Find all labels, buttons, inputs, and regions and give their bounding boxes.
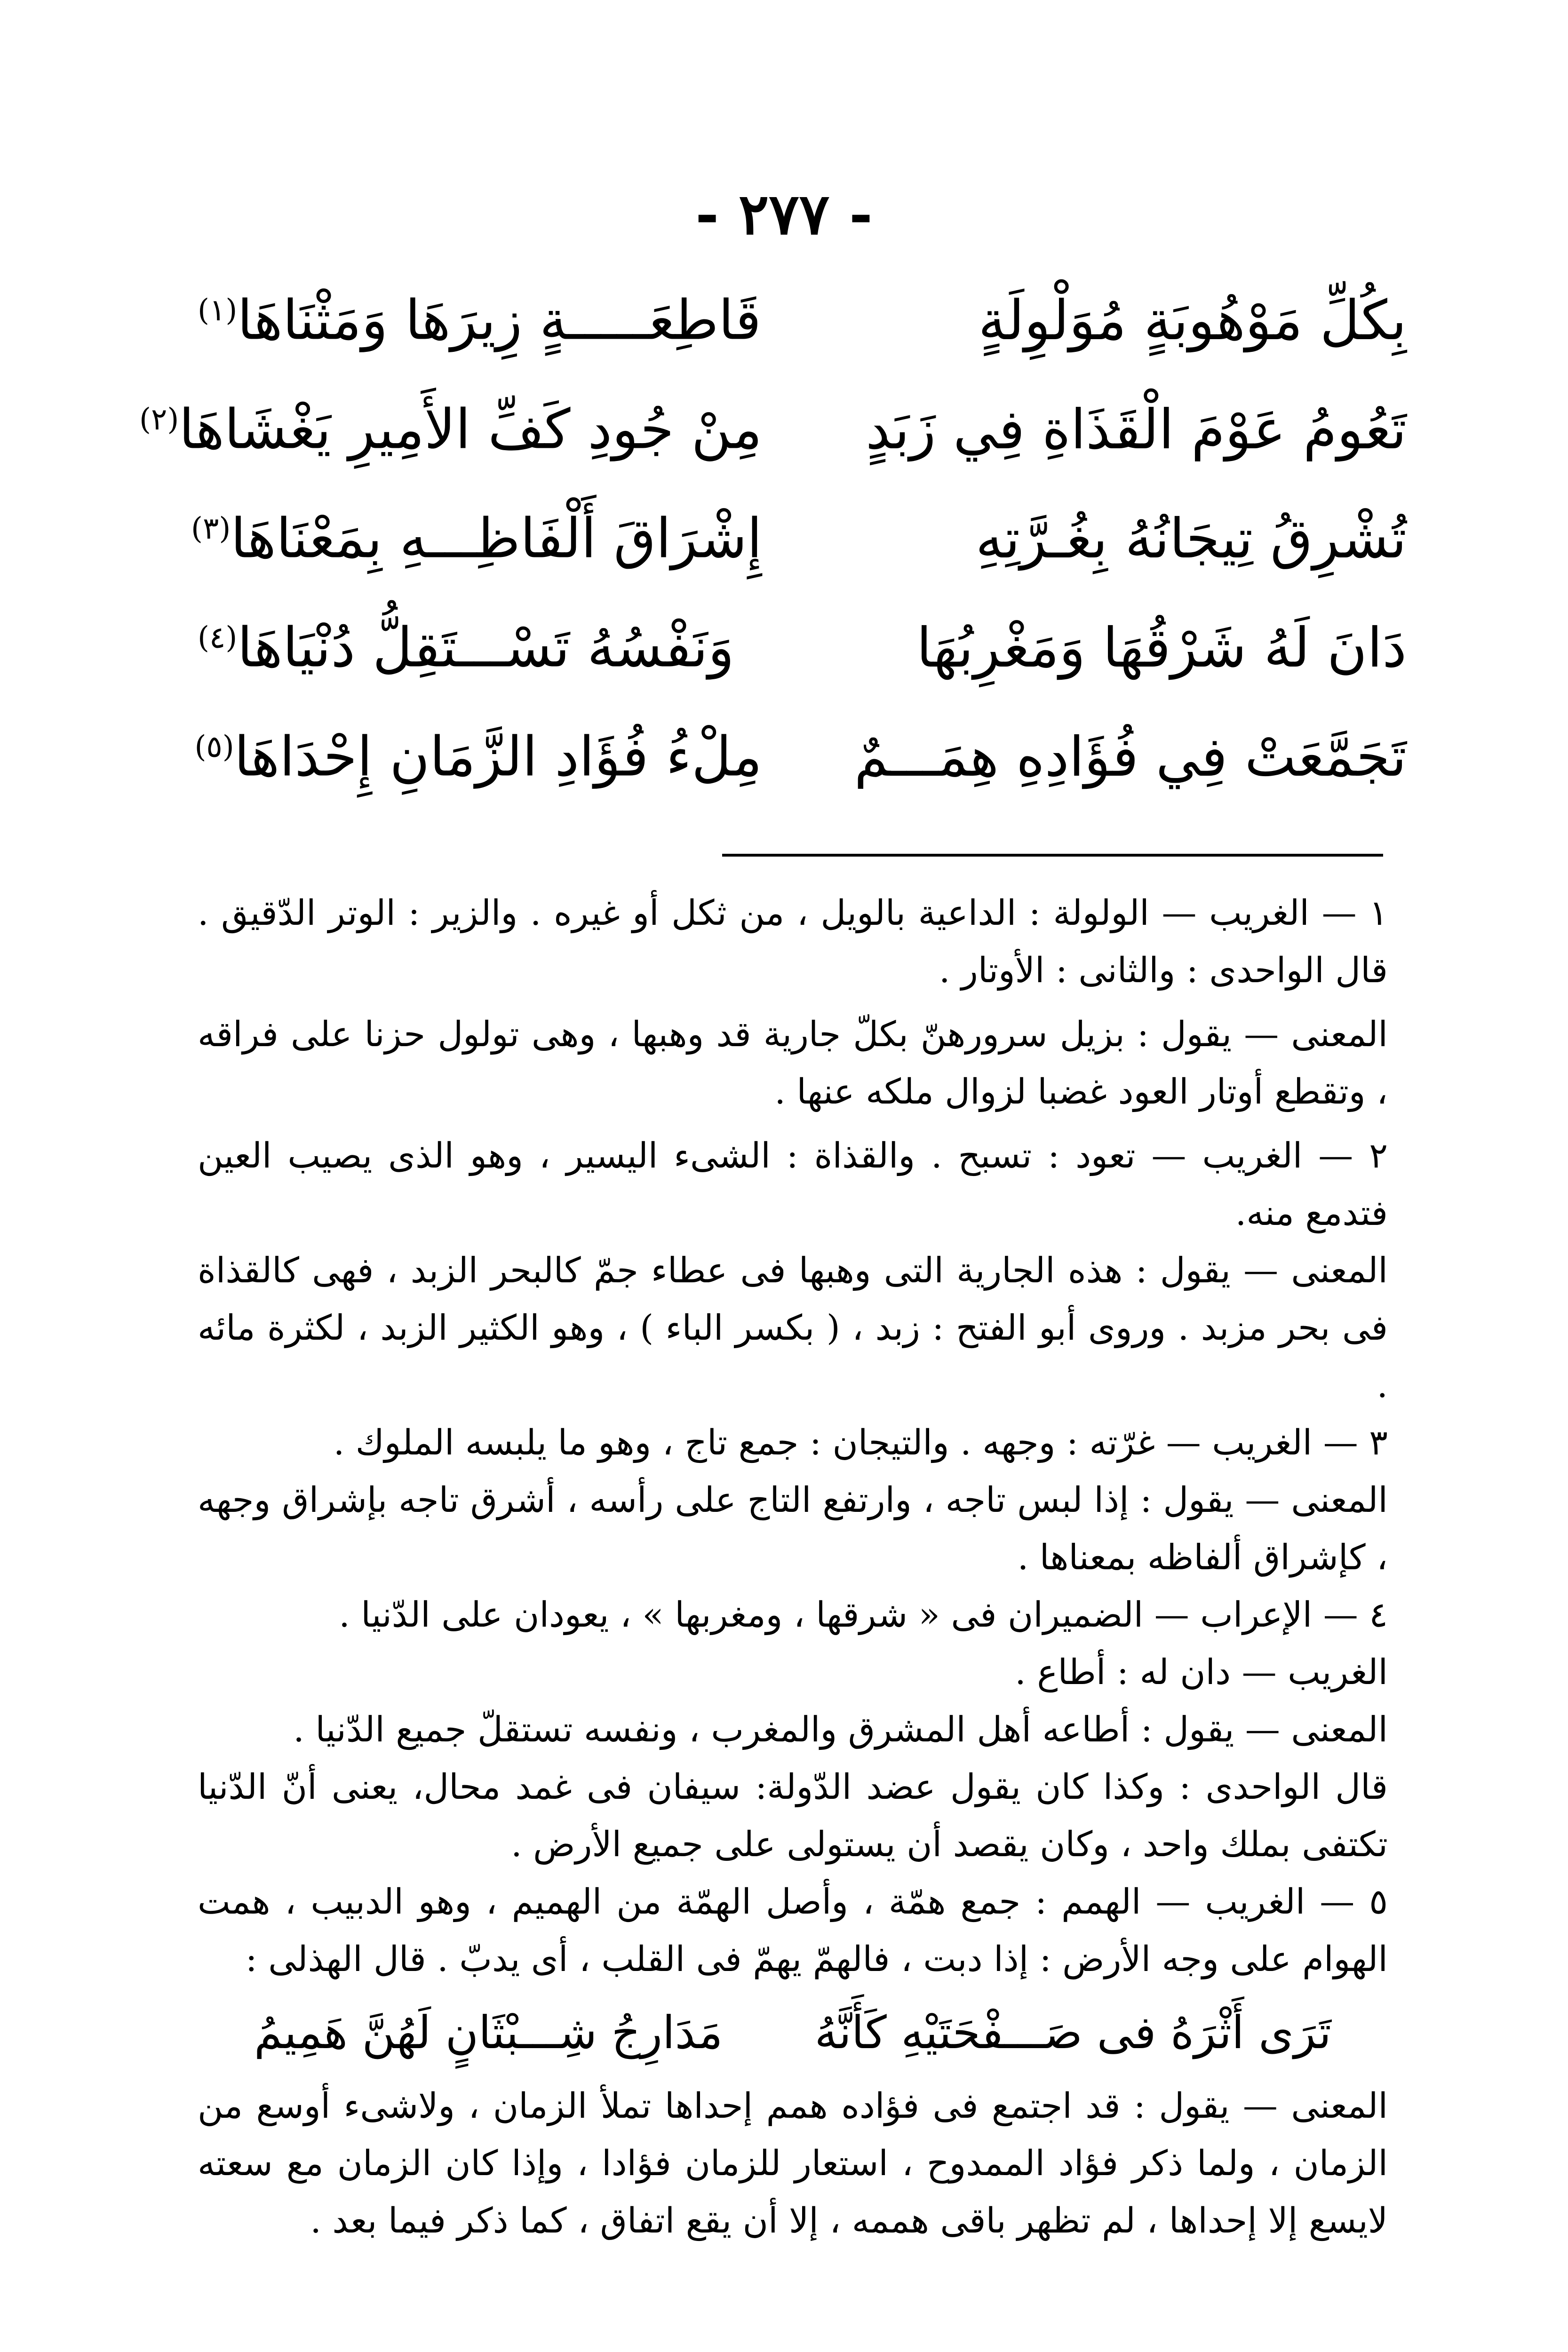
footnote-paragraph: المعنى — يقول : هذه الجارية التى وهبها فى عطاء جمّ كالبحر الزبد ، فهى كالقذاة فى بحر مزبد . وروى أبو الفتح : زبد ، ( بكسر الباء ) ، وهو الكثير الزبد ، لكثرة مائه .: [198, 1250, 1388, 1406]
footnote-paragraph: المعنى — يقول : إذا لبس تاجه ، وارتفع التاج على رأسه ، أشرق تاجه بإشراق وجهه ، كإشراق ألفاظه بمعناها .: [198, 1480, 1388, 1578]
footnote-paragraph: ٥ — الغريب — الهمم : جمع همّة ، وأصل الهمّة من الهميم ، وهو الدبيب ، همت الهوام على وجه الأرض : إذا دبت ، فالهمّ يهمّ فى القلب ، أى يدبّ . قال الهذلى :: [198, 1882, 1388, 1979]
footnote-paragraph: الغريب — دان له : أطاع .: [1015, 1652, 1388, 1692]
verse-line: [198, 263, 1407, 373]
footnote-paragraph: المعنى — يقول : قد اجتمع فى فؤاده همم إحداها تملأ الزمان ، ولاشىء أوسع من الزمان ، ولما ذكر فؤاد الممدوح ، استعار للزمان فؤادا ، وإذا كان الزمان مع سعته لايسع إلا إحداها ، لم تظهر باقى هممه ، إلا أن يقع اتفاق ، كما ذكر فيما بعد .: [198, 2086, 1388, 2241]
verse-first-hemistich: بِكُلِّ مَوْهُوبَةٍ مُوَلْوِلَةٍ: [978, 288, 1407, 352]
footnote-paragraph: ١ — الغريب — الولولة : الداعية بالويل ، من ثكل أو غيره . والزير : الوتر الدّقيق . قال الواحدى : والثانى : الأوتار .: [198, 893, 1388, 991]
verse-second-hemistich: [139, 373, 762, 477]
verse-first-hemistich: تُشْرِقُ تِيجَانُهُ بِغُـرَّتِهِ: [975, 507, 1407, 571]
footnote-paragraph: ٢ — الغريب — تعود : تسبح . والقذاة : الشىء اليسير ، وهو الذى يصيب العين فتدمع منه.: [198, 1136, 1388, 1233]
verse-line: [194, 700, 1407, 809]
verse-second-text: إِشْرَاقَ أَلْفَاظِـــهِ بِمَعْنَاهَا: [231, 507, 762, 571]
page-number: - ٢٧٧ -: [695, 181, 873, 247]
footnote-paragraph: المعنى — يقول : أطاعه أهل المشرق والمغرب ، ونفسه تستقلّ جميع الدّنيا .: [293, 1709, 1388, 1750]
verse-line: [139, 373, 1407, 482]
verse-second-text: مِلْءُ فُؤَادِ الزَّمَانِ إِحْدَاهَا: [234, 725, 762, 789]
footnotes: [198, 884, 1388, 2249]
verse-second-text: مِنْ جُودِ كَفِّ الأَمِيرِ يَغْشَاهَا: [179, 397, 762, 461]
verse-first-hemistich: تَعُومُ عَوْمَ الْقَذَاةِ فِي زَبَدٍ: [866, 397, 1407, 461]
quoted-second-hemistich: مَدَارِجُ شِـــبْثَانٍ لَهُنَّ هَمِيمُ: [254, 2006, 723, 2059]
verse-footnote-number: (٢): [139, 402, 179, 437]
quoted-first-hemistich: تَرَى أَثْرَهُ فى صَـــفْحَتَيْهِ كَأَنَّهُ: [814, 2006, 1331, 2059]
verse-footnote-number: (٤): [198, 620, 238, 655]
verse-first-hemistich: تَجَمَّعَتْ فِي فُؤَادِهِ هِمَـــمٌ: [854, 725, 1407, 789]
footnote-paragraph: ٤ — الإعراب — الضميران فى « شرقها ، ومغربها » ، يعودان على الدّنيا .: [339, 1595, 1388, 1635]
verse-second-hemistich: [198, 263, 762, 368]
verse-second-hemistich: [191, 482, 762, 586]
poem-verses: [139, 263, 1407, 809]
footnote-paragraph: المعنى — يقول : بزيل سرورهنّ بكلّ جارية قد وهبها ، وهى تولول حزنا على فراقه ، وتقطع أوتار العود غضبا لزوال ملكه عنها .: [198, 1014, 1388, 1112]
verse-line: [191, 482, 1407, 591]
quoted-verse: [254, 1997, 1331, 2068]
verse-second-text: وَنَفْسُهُ تَسْـــتَقِلُّ دُنْيَاهَا: [237, 616, 734, 680]
verse-footnote-number: (١): [198, 293, 238, 328]
verse-second-hemistich: [198, 591, 762, 695]
verse-line: [198, 591, 1407, 700]
footnote-divider: [722, 854, 1383, 857]
verse-second-text: قَاطِعَـــــةٍ زِيرَهَا وَمَثْنَاهَا: [237, 288, 762, 352]
verse-second-hemistich: [194, 700, 762, 804]
verse-footnote-number: (٥): [194, 730, 234, 764]
verse-footnote-number: (٣): [191, 511, 231, 546]
footnote-paragraph: ٣ — الغريب — غرّته : وجهه . والتيجان : جمع تاج ، وهو ما يلبسه الملوك .: [333, 1422, 1388, 1463]
footnote-paragraph: قال الواحدى : وكذا كان يقول عضد الدّولة: سيفان فى غمد محال، يعنى أنّ الدّنيا تكتفى بملك واحد ، وكان يقصد أن يستولى على جميع الأرض .: [198, 1767, 1388, 1865]
verse-first-hemistich: دَانَ لَهُ شَرْقُهَا وَمَغْرِبُهَا: [916, 616, 1407, 680]
